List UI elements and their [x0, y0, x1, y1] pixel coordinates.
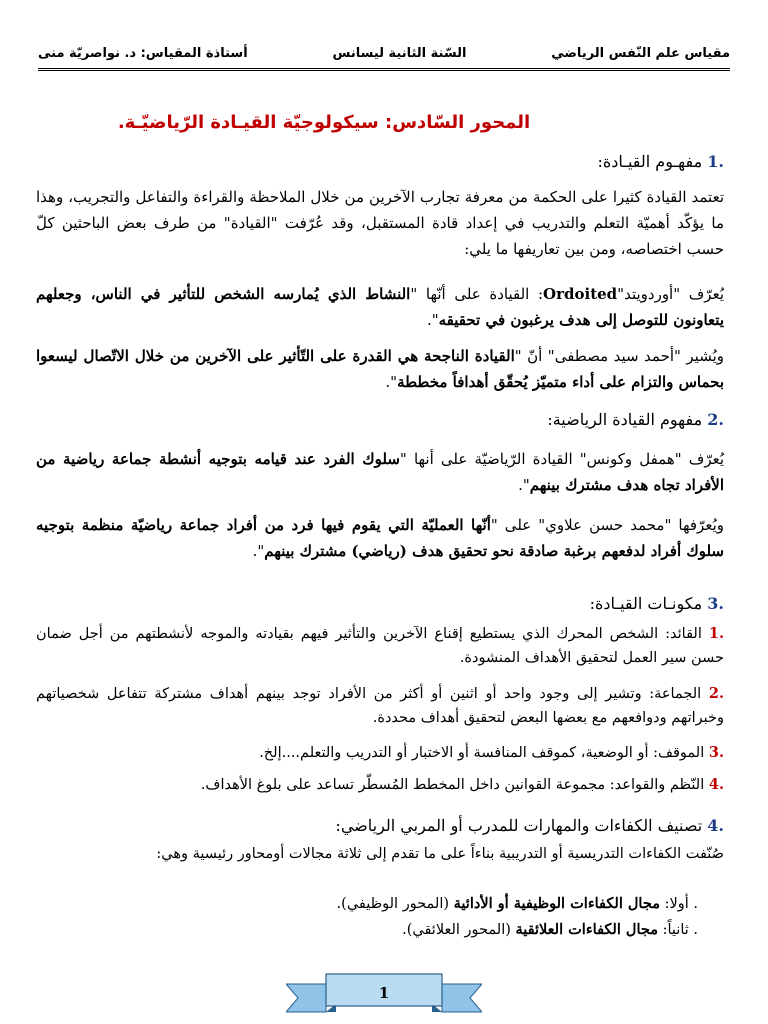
page-number: 1	[378, 984, 390, 1002]
section-number: .1	[707, 152, 724, 171]
header-course: مقياس علم النّفس الرياضي	[551, 45, 730, 61]
component-item: .3 الموقف: أو الوضعية، كموقف المنافسة أو الاختبار أو التدريب والتعلم....إلخ.	[259, 744, 724, 761]
section-2-heading	[40, 410, 724, 429]
component-item: .4 النّظم والقواعد: مجموعة القوانين داخل المخطط المُسطّر تساعد على بلوغ الأهداف.	[200, 776, 724, 793]
competency-item: . ثانياً: مجال الكفاءات العلائقية (المحور العلائقي).	[402, 921, 698, 938]
section-label: تصنيف الكفاءات والمهارات للمدرب أو المربي الرياضي:	[335, 816, 703, 835]
competency-item: . أولا: مجال الكفاءات الوظيفية أو الأدائية (المحور الوظيفي).	[336, 895, 698, 912]
section-4-heading	[40, 816, 724, 835]
section-number: .4	[707, 816, 724, 835]
section-2-definition-1: يُعرّف "همفل وكونس" القيادة الرّياضيّة على أنها "سلوك الفرد عند قيامه بتوجيه أنشطة جماعة رياضية من الأفراد تجاه هدف مشترك بينهم".	[36, 450, 725, 494]
page-title: المحور السّادس: سيكولوجيّة القيـادة الرّياضيّـة.	[117, 112, 531, 133]
section-number: .3	[707, 594, 724, 613]
section-1-definition-2: ويُشير "أحمد سيد مصطفى" أنّ "القيادة الناجحة هي القدرة على التّأثير على الآخرين من خلال الاتّصال ليسعوا بحماس والتزام على أداء متميّز يُحقّق أهدافاً مخططة".	[36, 347, 725, 391]
section-2-definition-2: ويُعرّفها "محمد حسن علاوي" على "أنّها العمليّة التي يقوم فيها فرد من أفراد جماعة رياضيّة منظمة بتوجيه سلوك أفراد لدفعهم برغبة صادقة نحو تحقيق هدف (رياضي) مشترك بينهم".	[36, 516, 724, 560]
header-year: السّنة الثانية ليسانس	[332, 45, 467, 61]
section-3-heading	[40, 594, 724, 613]
header-professor: أستاذة المقياس: د. نواصريّة منى	[38, 45, 248, 61]
section-label: مكونـات القيـادة:	[589, 594, 703, 613]
component-item: .1 القائد: الشخص المحرك الذي يستطيع إقناع الآخرين والتأثير فيهم بقيادته والموجه لأنشطتهم من أجل ضمان حسن سير العمل لتحقيق الأهداف المنشودة.	[36, 625, 725, 666]
section-label: مفهـوم القيـادة:	[597, 152, 703, 171]
section-number: .2	[707, 410, 724, 429]
section-label: مفهوم القيادة الرياضية:	[547, 410, 703, 429]
header-divider	[38, 68, 730, 71]
section-4-intro: صُنّفت الكفاءات التدريسية أو التدريبية بناءاً على ما تقدم إلى ثلاثة مجالات أومحاور رئيسية وهي:	[156, 846, 724, 862]
section-1-heading	[40, 152, 724, 171]
component-item: .2 الجماعة: وتشير إلى وجود واحد أو اثنين أو أكثر من الأفراد توجد بينهم أهداف مشتركة تتفاعل شخصياتهم وخبراتهم ودوافعهم مع بعضها البعض لتحقيق أهداف محددة.	[36, 685, 724, 726]
section-1-definition-1: يُعرّف "أوردويتد"Ordoited: القيادة على أنّها "النشاط الذي يُمارسه الشخص للتأثير في الناس، وجعلهم يتعاونون للتوصل إلى هدف يرغبون في تحقيقه".	[36, 285, 724, 329]
section-1-intro: تعتمد القيادة كثيرا على الحكمة من معرفة تجارب الآخرين من خلال الملاحظة والقراءة والتفاعل والتجريب، وهذا ما يؤكّد أهميّة التعلم والتدريب في إعداد قادة المستقبل، وقد عُرّفت "القيادة" من طرف بعض الباحثين كلّ حسب اختصاصه، ومن بين تعاريفها ما يلي:	[36, 188, 724, 258]
page-header	[38, 40, 730, 66]
